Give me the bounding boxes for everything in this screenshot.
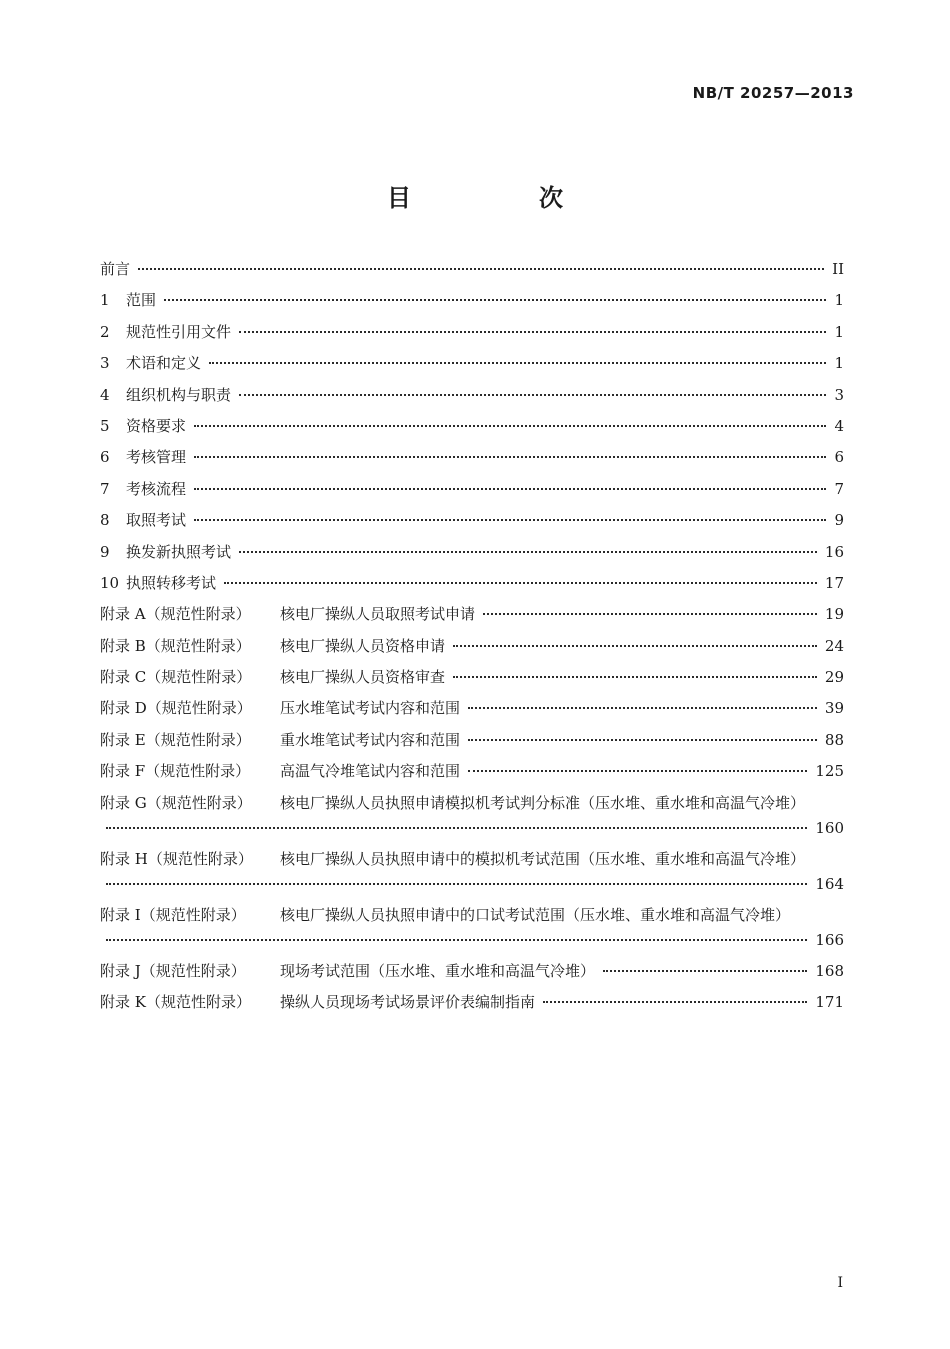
- toc-entry-label: 取照考试: [126, 511, 187, 530]
- page-title: 目 次: [387, 184, 615, 212]
- appendix-prefix: 附录 E（规范性附录）: [100, 730, 251, 749]
- toc-entry-number: 7: [100, 479, 110, 498]
- toc-entry-label: 重水堆笔试考试内容和范围: [280, 730, 461, 749]
- toc-entry-9[interactable]: [100, 541, 844, 572]
- appendix-prefix: 附录 A（规范性附录）: [100, 605, 251, 624]
- toc-entry-number: 10: [100, 573, 120, 592]
- table-of-contents: [100, 258, 844, 1022]
- toc-entry-label: 现场考试范围（压水堆、重水堆和高温气冷堆）: [280, 961, 596, 980]
- toc-entry-page: 6: [834, 448, 844, 467]
- toc-entry-number: 5: [100, 416, 110, 435]
- toc-entry-page: 29: [824, 668, 844, 687]
- dot-leader: [164, 299, 826, 301]
- dot-leader: [194, 519, 826, 521]
- dot-leader: [543, 1001, 807, 1003]
- dot-leader: [468, 707, 817, 709]
- toc-entry-page: 125: [815, 762, 844, 781]
- toc-entry-number: 6: [100, 448, 110, 467]
- toc-entry-label: 术语和定义: [126, 354, 202, 373]
- toc-entry-page: 1: [834, 291, 844, 310]
- toc-entry-8[interactable]: [100, 509, 844, 540]
- toc-entry-label: 操纵人员现场考试场景评价表编制指南: [280, 993, 536, 1012]
- dot-leader: [138, 268, 824, 270]
- toc-entry-page: 24: [824, 636, 844, 655]
- toc-entry-page: 19: [824, 605, 844, 624]
- dot-leader: [106, 883, 807, 885]
- dot-leader: [209, 362, 826, 364]
- toc-entry-5[interactable]: [100, 415, 844, 446]
- toc-entry-page: 7: [834, 479, 844, 498]
- toc-entry-appendix-g-leader-line[interactable]: [100, 819, 844, 848]
- toc-entry-appendix-i-leader-line[interactable]: [100, 931, 844, 960]
- toc-entry-label: 换发新执照考试: [126, 542, 232, 561]
- toc-entry-label: 组织机构与职责: [126, 385, 232, 404]
- toc-entry-page: 39: [824, 699, 844, 718]
- toc-entry-appendix-h-leader-line[interactable]: [100, 875, 844, 904]
- dot-leader: [106, 827, 807, 829]
- toc-entry-label: 高温气冷堆笔试内容和范围: [280, 762, 461, 781]
- toc-entry-page: 1: [834, 322, 844, 341]
- toc-entry-10[interactable]: [100, 572, 844, 603]
- toc-entry-number: 4: [100, 385, 110, 404]
- toc-entry-page: 88: [824, 730, 844, 749]
- toc-entry-foreword[interactable]: [100, 258, 844, 289]
- toc-entry-appendix-a[interactable]: [100, 603, 844, 634]
- appendix-prefix: 附录 G（规范性附录）: [100, 793, 252, 812]
- toc-entry-1[interactable]: [100, 289, 844, 320]
- appendix-prefix: 附录 I（规范性附录）: [100, 905, 246, 924]
- toc-entry-4[interactable]: [100, 384, 844, 415]
- toc-entry-page: 160: [815, 818, 844, 837]
- toc-entry-label: 核电厂操纵人员资格审查: [280, 668, 446, 687]
- toc-entry-number: 8: [100, 511, 110, 530]
- toc-entry-2[interactable]: [100, 321, 844, 352]
- toc-entry-appendix-i[interactable]: [100, 904, 844, 931]
- dot-leader: [239, 551, 817, 553]
- toc-entry-page: 16: [824, 542, 844, 561]
- toc-entry-page: 166: [815, 930, 844, 949]
- toc-entry-page: 17: [824, 573, 844, 592]
- toc-entry-appendix-b[interactable]: [100, 635, 844, 666]
- dot-leader: [453, 676, 817, 678]
- appendix-prefix: 附录 H（规范性附录）: [100, 849, 253, 868]
- toc-entry-number: 1: [100, 291, 110, 310]
- toc-entry-6[interactable]: [100, 446, 844, 477]
- toc-entry-number: 2: [100, 322, 110, 341]
- page-number: I: [837, 1275, 843, 1291]
- toc-entry-7[interactable]: [100, 478, 844, 509]
- dot-leader: [106, 939, 807, 941]
- toc-entry-label: 考核管理: [126, 448, 187, 467]
- appendix-prefix: 附录 K（规范性附录）: [100, 993, 251, 1012]
- toc-entry-page: 3: [834, 385, 844, 404]
- appendix-prefix: 附录 B（规范性附录）: [100, 636, 251, 655]
- toc-entry-label: 压水堆笔试考试内容和范围: [280, 699, 461, 718]
- dot-leader: [468, 739, 817, 741]
- toc-entry-appendix-k[interactable]: [100, 991, 844, 1022]
- toc-entry-appendix-d[interactable]: [100, 697, 844, 728]
- appendix-prefix: 附录 D（规范性附录）: [100, 699, 252, 718]
- toc-entry-3[interactable]: [100, 352, 844, 383]
- appendix-prefix: 附录 F（规范性附录）: [100, 762, 251, 781]
- toc-entry-label: 范围: [126, 291, 157, 310]
- toc-entry-appendix-h[interactable]: [100, 848, 844, 875]
- toc-entry-label: 核电厂操纵人员执照申请中的模拟机考试范围（压水堆、重水堆和高温气冷堆）: [280, 849, 806, 868]
- toc-entry-label: 核电厂操纵人员取照考试申请: [280, 605, 476, 624]
- toc-entry-page: 171: [815, 993, 844, 1012]
- toc-entry-label: 执照转移考试: [126, 573, 217, 592]
- toc-entry-page: II: [832, 260, 844, 278]
- dot-leader: [194, 488, 826, 490]
- dot-leader: [194, 456, 826, 458]
- document-code: NB/T 20257—2013: [692, 84, 854, 102]
- toc-entry-page: 168: [815, 961, 844, 980]
- toc-entry-page: 164: [815, 874, 844, 893]
- toc-entry-appendix-j[interactable]: [100, 960, 844, 991]
- toc-entry-number: 3: [100, 354, 110, 373]
- toc-entry-appendix-g[interactable]: [100, 792, 844, 819]
- toc-entry-label: 规范性引用文件: [126, 322, 232, 341]
- toc-entry-label: 前言: [100, 260, 131, 278]
- toc-entry-label: 考核流程: [126, 479, 187, 498]
- toc-entry-label: 资格要求: [126, 416, 187, 435]
- toc-entry-appendix-c[interactable]: [100, 666, 844, 697]
- toc-entry-appendix-f[interactable]: [100, 760, 844, 791]
- toc-entry-label: 核电厂操纵人员执照申请模拟机考试判分标准（压水堆、重水堆和高温气冷堆）: [280, 793, 806, 812]
- dot-leader: [468, 770, 807, 772]
- toc-entry-number: 9: [100, 542, 110, 561]
- dot-leader: [483, 613, 817, 615]
- dot-leader: [453, 645, 817, 647]
- toc-entry-label: 核电厂操纵人员执照申请中的口试考试范围（压水堆、重水堆和高温气冷堆）: [280, 905, 791, 924]
- dot-leader: [194, 425, 826, 427]
- toc-entry-page: 4: [834, 416, 844, 435]
- dot-leader: [603, 970, 807, 972]
- toc-entry-page: 1: [834, 354, 844, 373]
- appendix-prefix: 附录 C（规范性附录）: [100, 668, 252, 687]
- toc-entry-appendix-e[interactable]: [100, 729, 844, 760]
- dot-leader: [239, 331, 826, 333]
- toc-entry-page: 9: [834, 511, 844, 530]
- appendix-prefix: 附录 J（规范性附录）: [100, 961, 246, 980]
- dot-leader: [224, 582, 817, 584]
- toc-entry-label: 核电厂操纵人员资格申请: [280, 636, 446, 655]
- dot-leader: [239, 394, 826, 396]
